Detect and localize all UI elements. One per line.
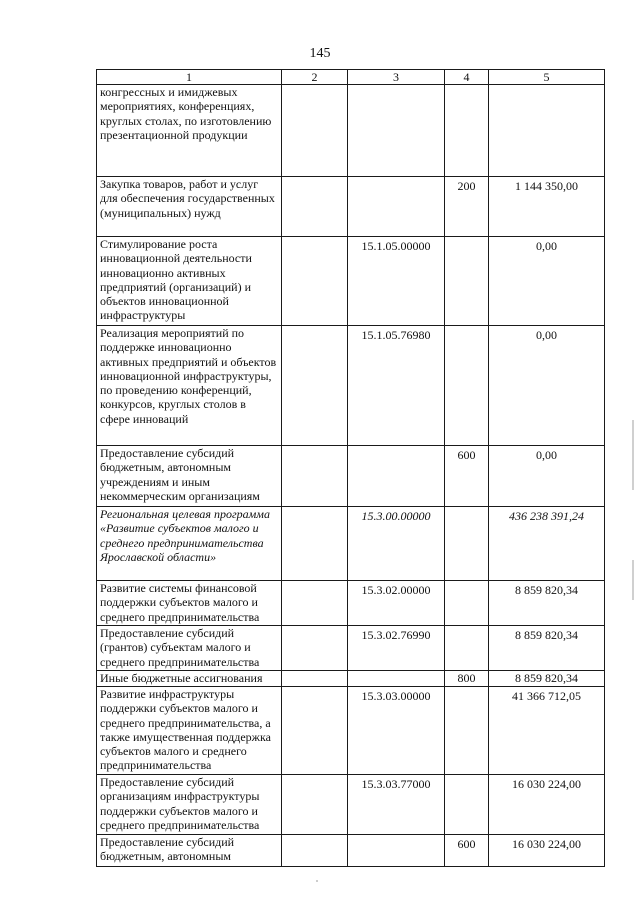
- table-row: [97, 446, 605, 507]
- table-row: [97, 507, 605, 581]
- row-type-cell: 200: [445, 177, 489, 237]
- row-code-cell: 15.3.02.76990: [348, 626, 445, 671]
- row-col2-cell: [282, 237, 348, 326]
- table-row: [97, 326, 605, 446]
- row-code-cell: [348, 85, 445, 177]
- table-row: [97, 177, 605, 237]
- row-name-cell: Предоставление субсидий (грантов) субъектам малого и среднего предпринимательства: [97, 626, 282, 671]
- page-number: 145: [309, 46, 331, 61]
- scan-edge-mark: [632, 420, 634, 490]
- row-type-cell: [445, 581, 489, 626]
- row-amount-cell: [489, 85, 605, 177]
- row-col2-cell: [282, 687, 348, 775]
- row-type-cell: [445, 507, 489, 581]
- row-name-cell: Предоставление субсидий организациям инфраструктуры поддержки субъектов малого и среднего предпринимательства: [97, 775, 282, 835]
- column-header: 3: [348, 70, 445, 85]
- row-name-cell: конгрессных и имиджевых мероприятиях, конференциях, круглых столах, по изготовлению презентационной продукции: [97, 85, 282, 177]
- row-amount-cell: 0,00: [489, 326, 605, 446]
- row-type-cell: 600: [445, 835, 489, 867]
- row-col2-cell: [282, 626, 348, 671]
- row-name-cell: Закупка товаров, работ и услуг для обеспечения государственных (муниципальных) нужд: [97, 177, 282, 237]
- row-amount-cell: 8 859 820,34: [489, 671, 605, 687]
- table-row: [97, 671, 605, 687]
- row-name-cell: Развитие системы финансовой поддержки субъектов малого и среднего предпринимательства: [97, 581, 282, 626]
- row-name-cell: Иные бюджетные ассигнования: [97, 671, 282, 687]
- table-row: [97, 687, 605, 775]
- row-name-cell: Развитие инфраструктуры поддержки субъектов малого и среднего предпринимательства, а также имущественная поддержка субъектов малого и среднего предпринимательства: [97, 687, 282, 775]
- row-amount-cell: 41 366 712,05: [489, 687, 605, 775]
- row-col2-cell: [282, 85, 348, 177]
- row-code-cell: 15.3.03.00000: [348, 687, 445, 775]
- row-type-cell: [445, 326, 489, 446]
- column-header: 2: [282, 70, 348, 85]
- table-row: [97, 85, 605, 177]
- row-amount-cell: 8 859 820,34: [489, 626, 605, 671]
- table-row: [97, 835, 605, 867]
- row-amount-cell: 0,00: [489, 446, 605, 507]
- row-col2-cell: [282, 326, 348, 446]
- row-col2-cell: [282, 507, 348, 581]
- row-type-cell: [445, 237, 489, 326]
- row-amount-cell: 16 030 224,00: [489, 775, 605, 835]
- row-name-cell: Реализация мероприятий по поддержке инновационно активных предприятий и объектов инновационной инфраструктуры, по проведению конференций, конкурсов, круглых столов в сфере инноваций: [97, 326, 282, 446]
- table-row: [97, 237, 605, 326]
- table-row: [97, 775, 605, 835]
- column-header: 1: [97, 70, 282, 85]
- row-amount-cell: 16 030 224,00: [489, 835, 605, 867]
- row-col2-cell: [282, 835, 348, 867]
- row-col2-cell: [282, 177, 348, 237]
- column-header: 4: [445, 70, 489, 85]
- row-amount-cell: 1 144 350,00: [489, 177, 605, 237]
- row-amount-cell: 436 238 391,24: [489, 507, 605, 581]
- row-type-cell: [445, 626, 489, 671]
- row-code-cell: 15.3.02.00000: [348, 581, 445, 626]
- row-col2-cell: [282, 671, 348, 687]
- row-code-cell: [348, 835, 445, 867]
- row-code-cell: [348, 177, 445, 237]
- row-code-cell: [348, 446, 445, 507]
- row-code-cell: [348, 671, 445, 687]
- row-code-cell: 15.3.00.00000: [348, 507, 445, 581]
- row-name-cell: Предоставление субсидий бюджетным, автономным: [97, 835, 282, 867]
- row-name-cell: Стимулирование роста инновационной деятельности инновационно активных предприятий (организаций) и объектов инновационной инфраструктуры: [97, 237, 282, 326]
- row-type-cell: [445, 687, 489, 775]
- row-col2-cell: [282, 775, 348, 835]
- row-col2-cell: [282, 446, 348, 507]
- budget-table: [96, 69, 605, 867]
- row-type-cell: 800: [445, 671, 489, 687]
- table-row: [97, 626, 605, 671]
- row-type-cell: [445, 775, 489, 835]
- row-col2-cell: [282, 581, 348, 626]
- column-header: 5: [489, 70, 605, 85]
- row-amount-cell: 8 859 820,34: [489, 581, 605, 626]
- row-amount-cell: 0,00: [489, 237, 605, 326]
- row-type-cell: [445, 85, 489, 177]
- scan-speck: [316, 880, 318, 882]
- row-code-cell: 15.1.05.00000: [348, 237, 445, 326]
- table-row: [97, 581, 605, 626]
- row-type-cell: 600: [445, 446, 489, 507]
- row-code-cell: 15.3.03.77000: [348, 775, 445, 835]
- row-name-cell: Региональная целевая программа «Развитие субъектов малого и среднего предпринимательства Ярославской области»: [97, 507, 282, 581]
- table-header-row: [97, 70, 605, 85]
- row-code-cell: 15.1.05.76980: [348, 326, 445, 446]
- row-name-cell: Предоставление субсидий бюджетным, автономным учреждениям и иным некоммерческим организациям: [97, 446, 282, 507]
- scan-edge-mark: [632, 560, 634, 600]
